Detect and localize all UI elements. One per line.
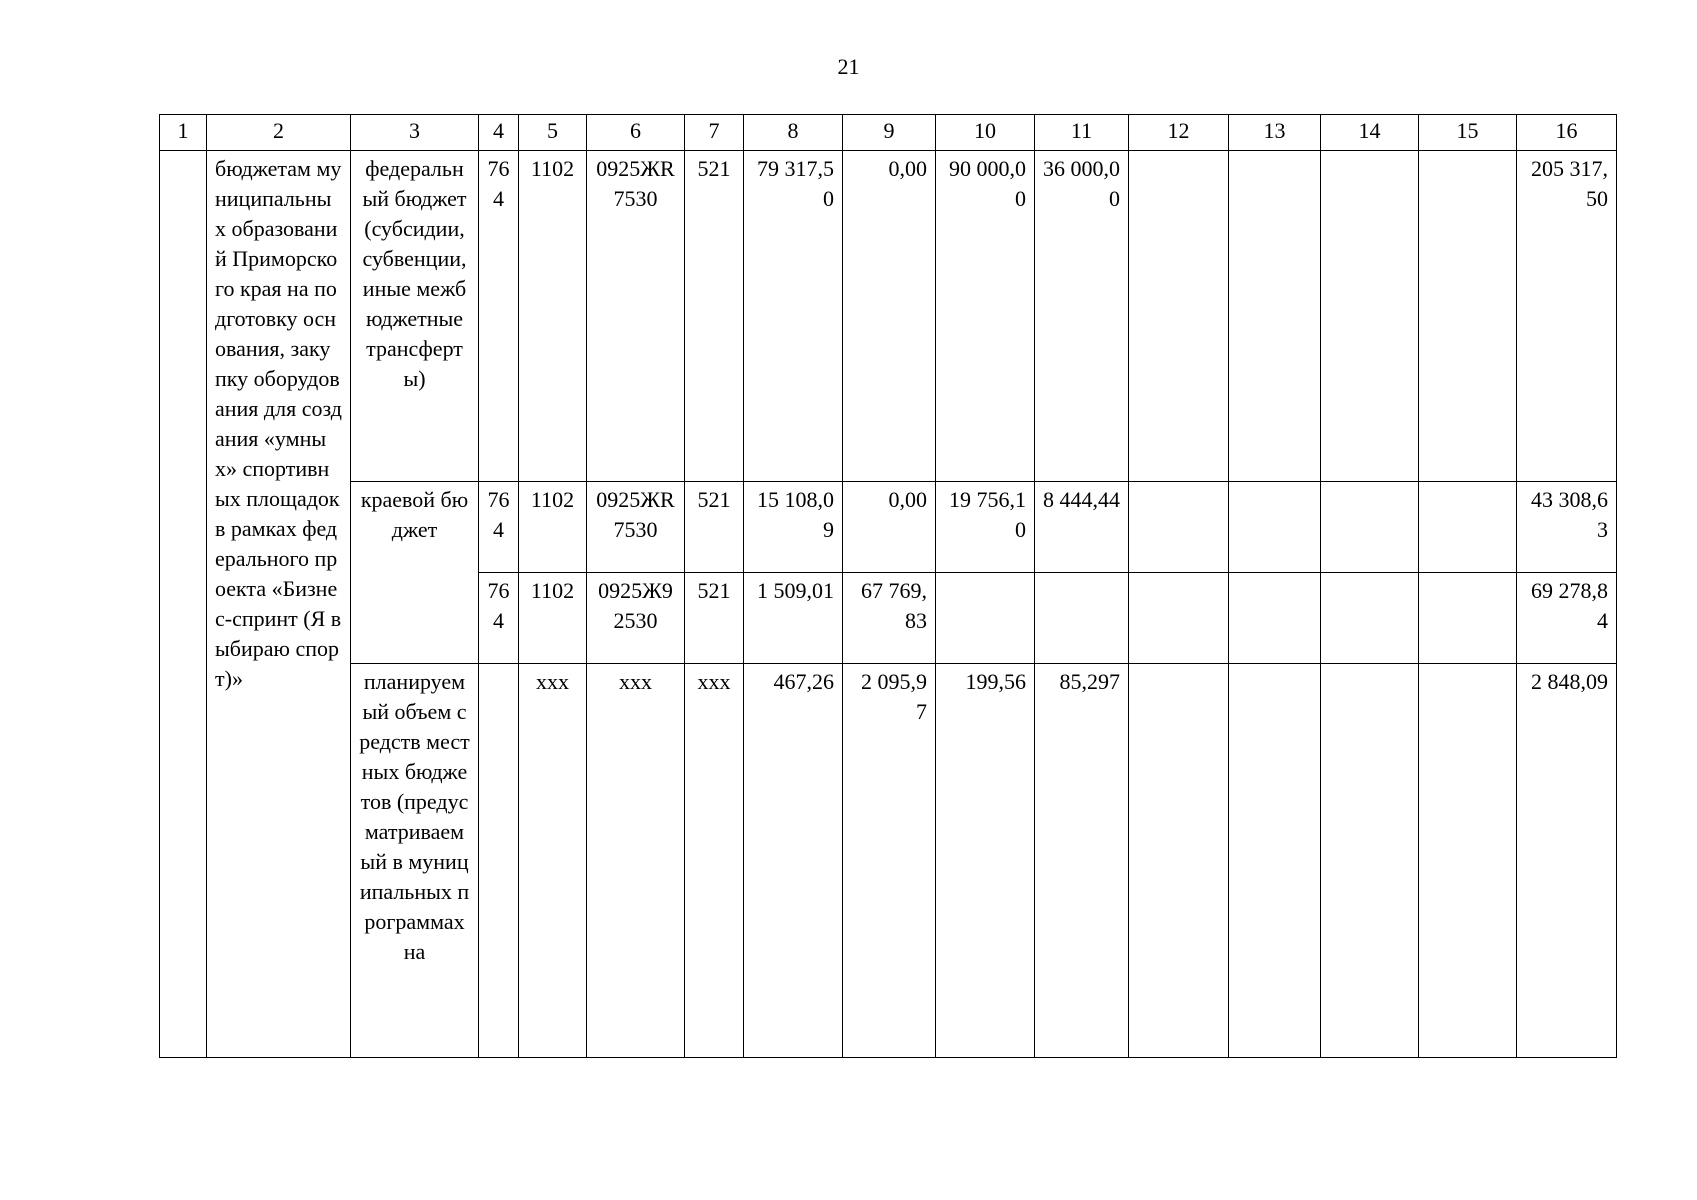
cell-col7: xxx	[685, 664, 744, 1058]
table-row	[160, 664, 1617, 1058]
cell-col12	[1129, 573, 1229, 664]
cell-col16: 69 278,84	[1517, 573, 1617, 664]
cell-col8: 79 317,50	[744, 151, 843, 482]
column-header-6: 6	[587, 115, 685, 151]
cell-col4: 764	[479, 151, 519, 482]
column-header-15: 15	[1419, 115, 1517, 151]
cell-col6: xxx	[587, 664, 685, 1058]
cell-funding-source: краевой бюджет	[351, 482, 479, 664]
column-header-9: 9	[843, 115, 936, 151]
column-header-1: 1	[160, 115, 207, 151]
cell-col7: 521	[685, 482, 744, 573]
cell-col13	[1229, 573, 1321, 664]
cell-col10: 90 000,00	[936, 151, 1035, 482]
cell-col15	[1419, 573, 1517, 664]
cell-col11: 8 444,44	[1035, 482, 1129, 573]
cell-col11: 36 000,00	[1035, 151, 1129, 482]
cell-col12	[1129, 482, 1229, 573]
cell-col7: 521	[685, 573, 744, 664]
cell-col10: 199,56	[936, 664, 1035, 1058]
column-header-12: 12	[1129, 115, 1229, 151]
column-header-7: 7	[685, 115, 744, 151]
page-number: 21	[837, 54, 860, 79]
cell-col8: 15 108,09	[744, 482, 843, 573]
cell-col13	[1229, 664, 1321, 1058]
header-row	[160, 115, 1617, 151]
cell-funding-source: федеральный бюджет (субсидии, субвенции, иные межбюджетные трансферты)	[351, 151, 479, 482]
cell-col4	[479, 664, 519, 1058]
cell-index	[160, 151, 207, 1058]
column-header-3: 3	[351, 115, 479, 151]
cell-col12	[1129, 664, 1229, 1058]
table-row	[160, 482, 1617, 573]
cell-col11	[1035, 573, 1129, 664]
cell-col10: 19 756,10	[936, 482, 1035, 573]
budget-table	[159, 114, 1617, 1058]
cell-col14	[1321, 573, 1419, 664]
column-header-13: 13	[1229, 115, 1321, 151]
cell-col9: 67 769,83	[843, 573, 936, 664]
cell-col14	[1321, 482, 1419, 573]
cell-col16: 2 848,09	[1517, 664, 1617, 1058]
column-header-8: 8	[744, 115, 843, 151]
cell-description: бюджетам муниципальных образований Приморского края на подготовку основания, закупку оборудования для создания «умных» спортивных площадок в рамках федерального проекта «Бизнес-спринт (Я выбираю спорт)»	[207, 151, 351, 1058]
cell-col6: 0925ЖR7530	[587, 151, 685, 482]
cell-col15	[1419, 664, 1517, 1058]
cell-col5: xxx	[519, 664, 587, 1058]
cell-col13	[1229, 151, 1321, 482]
column-header-5: 5	[519, 115, 587, 151]
cell-col5: 1102	[519, 482, 587, 573]
cell-col7: 521	[685, 151, 744, 482]
cell-col14	[1321, 664, 1419, 1058]
cell-funding-source: планируемый объем средств местных бюджетов (предусматриваемый в муниципальных программах на	[351, 664, 479, 1058]
cell-col11: 85,297	[1035, 664, 1129, 1058]
cell-col4: 764	[479, 482, 519, 573]
cell-col5: 1102	[519, 573, 587, 664]
column-header-14: 14	[1321, 115, 1419, 151]
column-header-2: 2	[207, 115, 351, 151]
cell-col6: 0925ЖR7530	[587, 482, 685, 573]
cell-col14	[1321, 151, 1419, 482]
cell-col4: 764	[479, 573, 519, 664]
cell-col5: 1102	[519, 151, 587, 482]
cell-col6: 0925Ж92530	[587, 573, 685, 664]
table-row	[160, 151, 1617, 482]
cell-col8: 1 509,01	[744, 573, 843, 664]
cell-col16: 205 317,50	[1517, 151, 1617, 482]
column-header-4: 4	[479, 115, 519, 151]
cell-col13	[1229, 482, 1321, 573]
column-header-16: 16	[1517, 115, 1617, 151]
cell-col16: 43 308,63	[1517, 482, 1617, 573]
cell-col9: 2 095,97	[843, 664, 936, 1058]
cell-col12	[1129, 151, 1229, 482]
column-header-10: 10	[936, 115, 1035, 151]
column-header-11: 11	[1035, 115, 1129, 151]
cell-col10	[936, 573, 1035, 664]
cell-col15	[1419, 482, 1517, 573]
cell-col9: 0,00	[843, 482, 936, 573]
cell-col15	[1419, 151, 1517, 482]
cell-col9: 0,00	[843, 151, 936, 482]
cell-col8: 467,26	[744, 664, 843, 1058]
